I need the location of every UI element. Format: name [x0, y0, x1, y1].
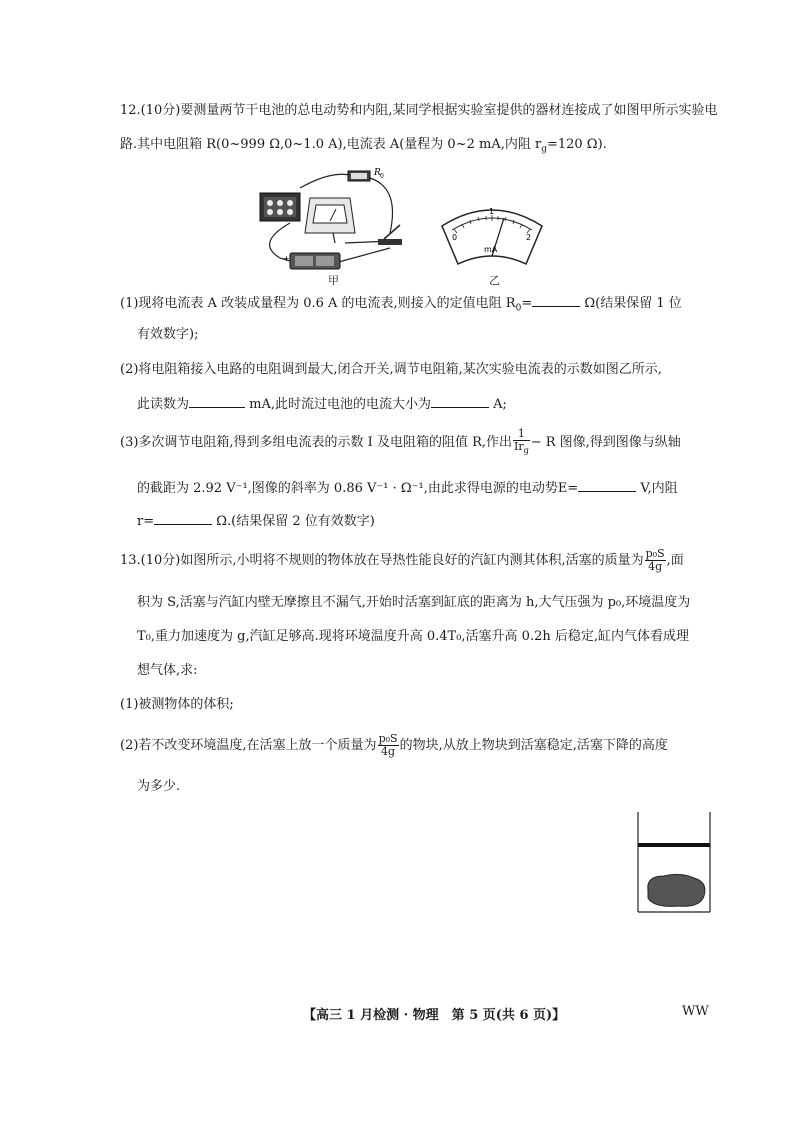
- footer-code: WW: [682, 1004, 709, 1019]
- fixed-resistor-r0: [348, 171, 370, 181]
- switch-icon: [378, 225, 402, 245]
- cylinder-diagram: [632, 810, 718, 916]
- q12-part3-line3: r= Ω.(结果保留 2 位有效数字): [137, 511, 375, 531]
- irregular-object: [648, 874, 705, 906]
- answer-blank-reading[interactable]: [189, 394, 245, 408]
- piston: [638, 843, 710, 847]
- fraction-p0s-over-4g: $\frac{\text{p₀S}}{4g}$: [645, 547, 665, 573]
- q13-sub2-line2: 为多少.: [137, 779, 181, 794]
- q12-part2-line2: 此读数为 mA,此时流过电池的电流大小为 A;: [137, 394, 507, 414]
- q12-line2: 路.其中电阻箱 R(0~999 Ω,0~1.0 A),电流表 A(量程为 0~2 mA,内阻 $r_g=120$ Ω).: [120, 137, 607, 155]
- r0-label: R: [374, 168, 381, 178]
- meter-dial: [438, 198, 546, 274]
- q12-part2-line1: (2)将电阻箱接入电路的电阻调到最大,闭合开关,调节电阻箱,某次实验电流表的示数如图乙所示,: [120, 362, 662, 377]
- svg-text:+: +: [283, 254, 290, 263]
- q13-line4: 想气体,求:: [137, 663, 198, 678]
- meter-tick-0: 0: [452, 233, 458, 242]
- answer-blank-resistance[interactable]: [154, 511, 212, 525]
- r0-subscript: 0: [380, 173, 384, 180]
- q13-line1: 13.(10分)如图所示,小明将不规则的物体放在导热性能良好的汽缸内测其体积,活塞的质量为 $\frac{\text{p₀S}}{4g}$ ,面: [120, 547, 684, 573]
- meter-tick-2: 2: [526, 233, 532, 242]
- q13-line2: 积为 S,活塞与汽缸内壁无摩擦且不漏气,开始时活塞到缸底的距离为 h,大气压强为 p₀,环境温度为: [137, 595, 691, 610]
- page-footer: 【高三 1 月检测 · 物理 第 5 页(共 6 页)】: [303, 1008, 566, 1023]
- ammeter-icon: [305, 198, 355, 233]
- q13-sub2: (2)若不改变环境温度,在活塞上放一个质量为 $\frac{\text{p₀S}}{4g}$ 的物块,从放上物块到活塞稳定,活塞下降的高度: [120, 732, 668, 758]
- q12-part1: (1)现将电流表 A 改装成量程为 0.6 A 的电流表,则接入的定值电阻 $R_0= \Omega$(结果保留 1 位: [120, 293, 682, 318]
- q12-part3-line1: (3)多次调节电阻箱,得到多组电流表的示数 I 及电阻箱的阻值 R,作出 $\frac{1}{Ir_g}$ − R 图像,得到图像与纵轴: [120, 427, 681, 456]
- battery-holder: [290, 253, 340, 269]
- figure-yi-caption: 乙: [489, 274, 500, 287]
- q12-part3-line2: 的截距为 2.92 V⁻¹,图像的斜率为 0.86 V⁻¹ · Ω⁻¹,由此求得电源的电动势E= V,内阻: [137, 478, 678, 498]
- resistance-box: [260, 193, 300, 221]
- meter-unit: mA: [484, 245, 498, 254]
- meter-tick-1: 1: [489, 207, 495, 216]
- answer-blank-r0[interactable]: [532, 293, 580, 307]
- circuit-diagram: [250, 163, 422, 281]
- q13-sub1: (1)被测物体的体积;: [120, 697, 234, 712]
- q12-line1: 12.(10分)要测量两节干电池的总电动势和内阻,某同学根据实验室提供的器材连接成了如图甲所示实验电: [120, 103, 718, 118]
- answer-blank-emf[interactable]: [578, 478, 636, 492]
- figure-jia-caption: 甲: [328, 274, 339, 287]
- q13-line3: T₀,重力加速度为 g,汽缸足够高.现将环境温度升高 0.4T₀,活塞升高 0.2h 后稳定,缸内气体看成理: [137, 629, 689, 644]
- q12-part1-line2: 有效数字);: [137, 327, 199, 342]
- fraction-1-over-irg: $\frac{1}{Ir_g}$: [514, 427, 529, 456]
- fraction-p0s-over-4g-2: $\frac{\text{p₀S}}{4g}$: [378, 732, 398, 758]
- answer-blank-current[interactable]: [431, 394, 489, 408]
